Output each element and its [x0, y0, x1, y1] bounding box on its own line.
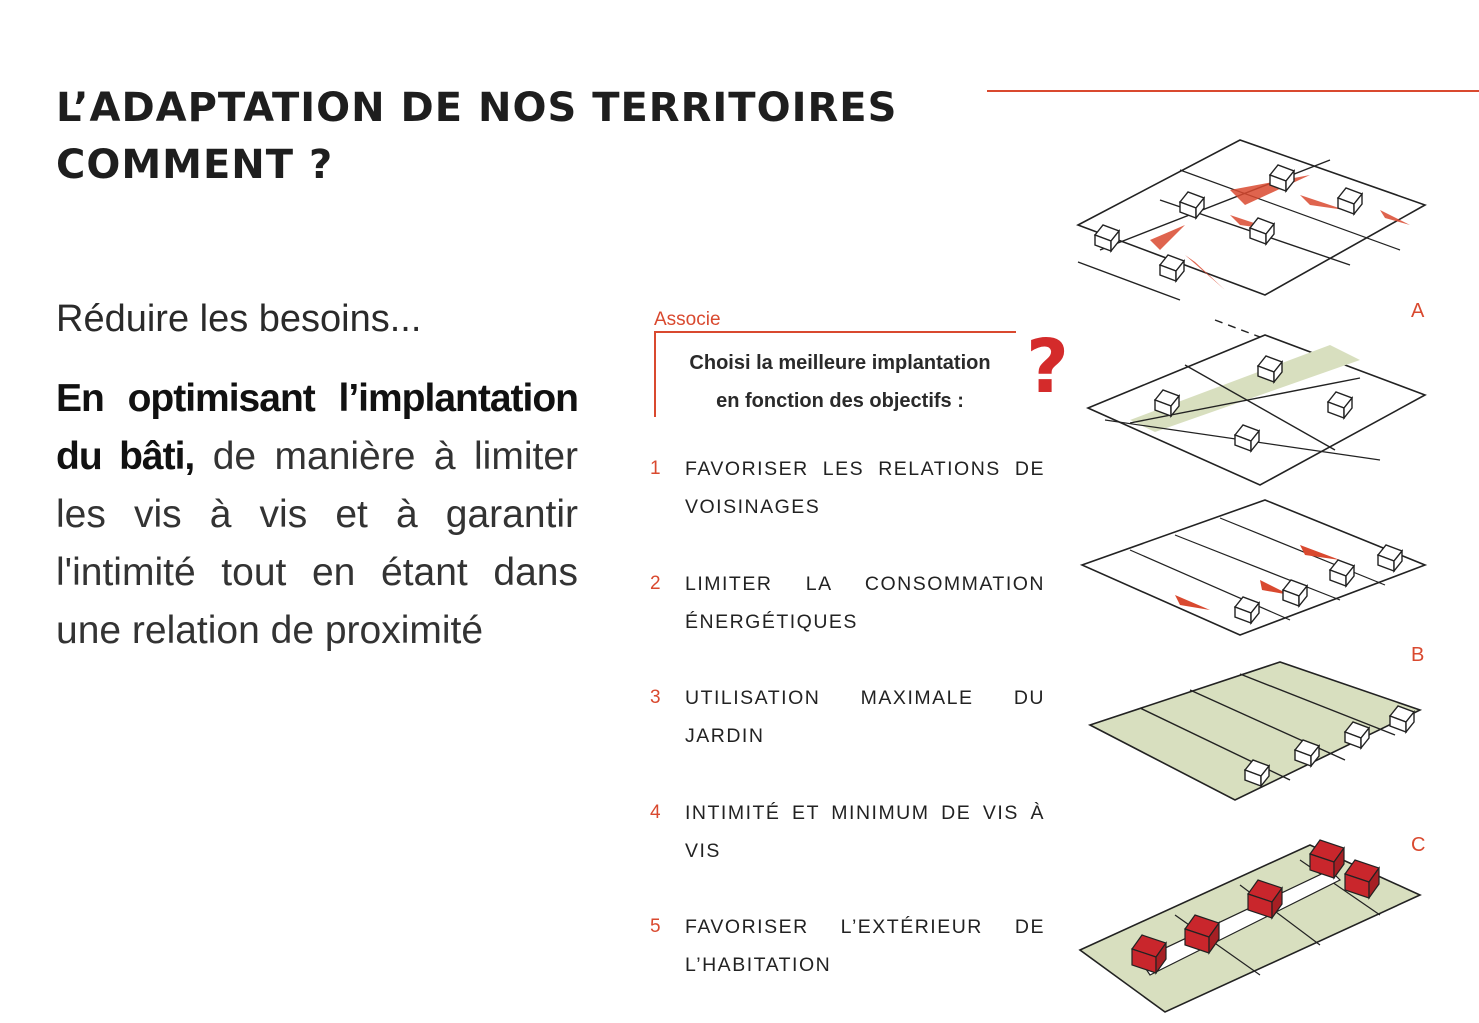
objective-item	[650, 794, 1045, 909]
body-bold: En optimisant l’implantation du bâti,	[56, 377, 578, 478]
label-c: C	[1411, 834, 1426, 856]
objective-item	[650, 450, 1045, 565]
instruction-text	[670, 344, 1010, 420]
objective-text: UTILISATION MAXIMALE DU JARDIN	[685, 687, 1045, 747]
top-divider	[987, 90, 1479, 92]
sketch-grid-houses	[1078, 140, 1425, 300]
objective-text: LIMITER LA CONSOMMATION ÉNERGÉTIQUES	[685, 572, 1045, 633]
sketch-green-gardens	[1090, 662, 1420, 800]
objective-text: FAVORISER L’EXTÉRIEUR DE L’HABITATION	[685, 916, 1045, 976]
objective-number: 4	[650, 801, 661, 823]
sketch-red-houses	[1080, 840, 1420, 1012]
title-line-2: COMMENT ?	[56, 142, 334, 188]
sketch-strip-plots	[1082, 500, 1425, 635]
sketch-green-strip	[1088, 320, 1425, 485]
objective-text: FAVORISER LES RELATIONS DE VOISINAGES	[685, 458, 1045, 518]
label-b: B	[1411, 644, 1425, 666]
objective-text: INTIMITÉ ET MINIMUM DE VIS À VIS	[685, 801, 1045, 862]
instruction-line-1: Choisi la meilleure implantation	[689, 352, 991, 374]
objective-item	[650, 565, 1045, 680]
exercise-tag: Associe	[654, 309, 721, 330]
body-regular: de manière à limiter les vis à vis et à garantir l'intimité tout en étant dans une relation de proximité	[56, 435, 578, 652]
label-a: A	[1411, 300, 1425, 322]
objectives-list	[650, 450, 1045, 1023]
objective-number: 2	[650, 572, 661, 594]
objective-number: 3	[650, 687, 661, 708]
body-paragraph	[56, 370, 578, 660]
implantation-sketches	[1070, 120, 1440, 1020]
title-line-1: L’ADAPTATION DE NOS TERRITOIRES	[56, 85, 898, 131]
subtitle: Réduire les besoins...	[56, 298, 422, 340]
objective-number: 5	[650, 916, 661, 937]
question-mark-icon: ?	[1026, 324, 1069, 410]
page-title	[56, 80, 956, 194]
instruction-line-2: en fonction des objectifs :	[716, 390, 964, 412]
objective-item	[650, 908, 1045, 1023]
objective-item	[650, 679, 1045, 794]
objective-number: 1	[650, 458, 661, 479]
